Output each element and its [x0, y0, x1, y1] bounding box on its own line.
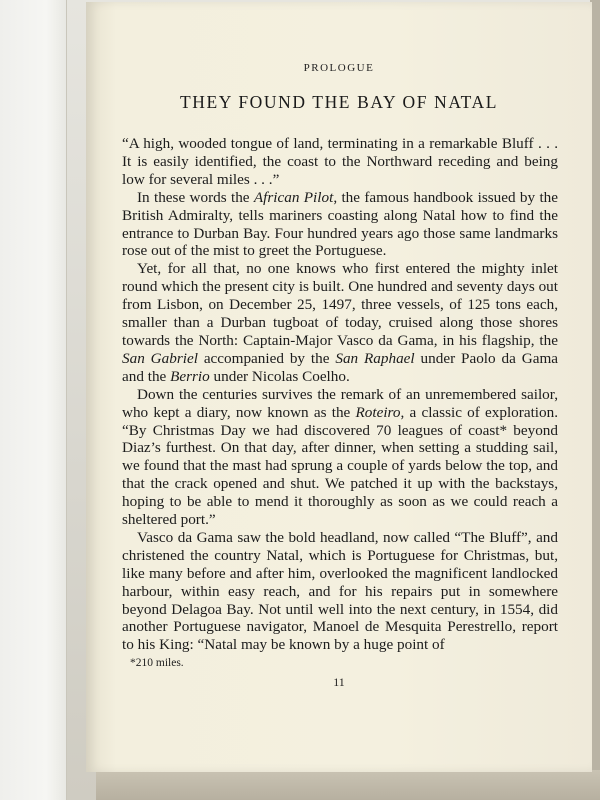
italic-title: Roteiro — [355, 403, 401, 421]
paragraph: Vasco da Gama saw the bold headland, now called “The Bluff”, and christened the country Natal, which is Portuguese for Christmas, but, like many before and after him, overlooked the magnificent landlocked harbour, within easy reach, and for his repairs put in somewhere beyond Delagoa Bay. Not until well into the next century, in 1554, did another Portuguese navigator, Manoel de Mesquita Perestrello, report to his King: “Natal may be known by a huge point of — [122, 528, 558, 654]
ship-name: Berrio — [170, 367, 210, 385]
footnote: *210 miles. — [130, 657, 184, 669]
italic-title: African Pilot — [253, 188, 334, 206]
body-text — [122, 135, 558, 654]
ship-name: San Gabriel — [122, 349, 198, 367]
paragraph: In these words the African Pilot, the famous handbook issued by the British Admiralty, tells mariners coasting along Natal how to find the entrance to Durban Bay. Four hundred years ago those same landmarks rose out of the mist to greet the Portuguese. — [122, 188, 558, 260]
paragraph: “A high, wooded tongue of land, terminating in a remarkable Bluff . . . It is easily identified, the coast to the Northward receding and being low for several miles . . .” — [122, 135, 558, 188]
paragraph: Yet, for all that, no one knows who first entered the mighty inlet round which the present city is built. One hundred and seventy days out from Lisbon, on December 25, 1497, three vessels, of 125 tons each, smaller than a Durban tugboat of today, cruised along those shores towards the North: Captain-Major Vasco da Gama, in his flagship, the San Gabriel accompanied by the San Raphael under Paolo da Gama and the Berrio under Nicolas Coelho. — [122, 260, 558, 385]
page-stack-edge — [96, 770, 600, 800]
ship-name: San Raphael — [335, 349, 415, 367]
paragraph: Down the centuries survives the remark of an unremembered sailor, who kept a diary, now known as the Roteiro, a classic of exploration. “By Christmas Day we had discovered 70 leagues of coast* beyond Diaz’s furthest. On that day, after dinner, when setting a studding sail, we found that the mast had sprung a couple of yards below the top, and that the crack opened and shut. We patched it up with the backstays, hoping to be able to mend it thoroughly as soon as we could reach a sheltered port.” — [122, 385, 559, 529]
chapter-title: THEY FOUND THE BAY OF NATAL — [179, 92, 499, 112]
book-page — [86, 2, 592, 772]
running-head: PROLOGUE — [303, 62, 375, 74]
facing-page — [0, 0, 67, 800]
page-number: 11 — [333, 675, 345, 689]
